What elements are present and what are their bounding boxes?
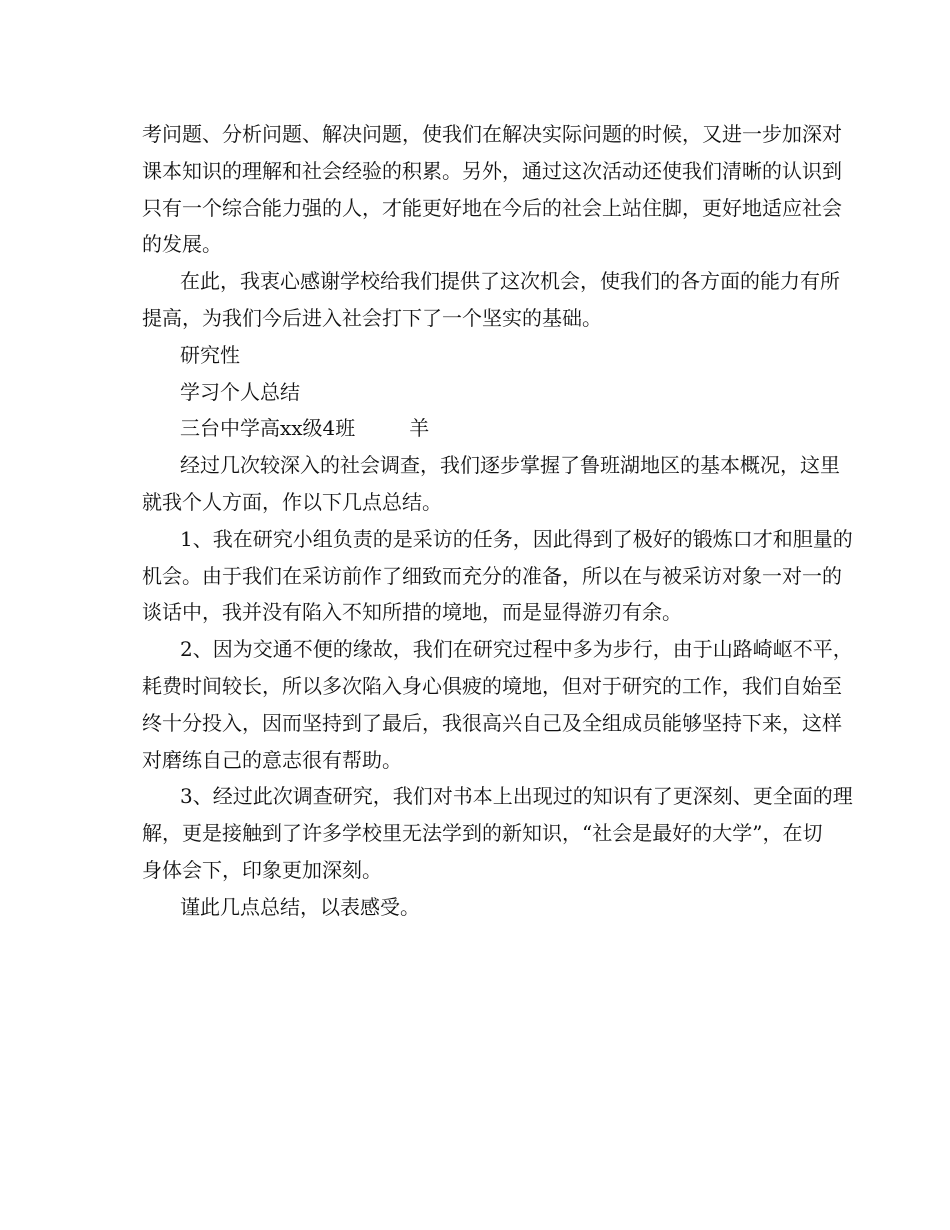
text-line: 的发展。 — [142, 232, 222, 257]
paragraph-thanks — [142, 263, 840, 337]
paragraph-intro — [142, 447, 840, 521]
section-heading: 研究性 — [180, 342, 240, 367]
text-line: 就我个人方面，作以下几点总结。 — [142, 489, 442, 514]
text-line: 终十分投入，因而坚持到了最后，我很高兴自己及全组成员能够坚持下来，这样 — [142, 710, 842, 735]
text-line: 身体会下，印象更加深刻。 — [142, 857, 382, 882]
text-line: 课本知识的理解和社会经验的积累。另外，通过这次活动还使我们清晰的认识到 — [142, 158, 842, 183]
author-name: 羊 — [409, 416, 430, 441]
text-line: 机会。由于我们在采访前作了细致而充分的准备，所以在与被采访对象一对一的 — [142, 563, 842, 588]
text-line: 对磨练自己的意志很有帮助。 — [142, 747, 402, 772]
paragraph-continuation — [142, 116, 842, 263]
section-title: 学习个人总结 — [180, 379, 300, 404]
author-line — [142, 410, 812, 447]
text-line: 3、经过此次调查研究，我们对书本上出现过的知识有了更深刻、更全面的理 — [180, 784, 853, 809]
text-line: 只有一个综合能力强的人，才能更好地在今后的社会上站住脚，更好地适应社会 — [142, 195, 842, 220]
point-2 — [142, 631, 853, 778]
closing-line: 谨此几点总结，以表感受。 — [180, 894, 420, 919]
text-line: 耗费时间较长，所以多次陷入身心俱疲的境地，但对于研究的工作，我们自始至 — [142, 673, 842, 698]
point-1 — [142, 521, 853, 631]
text-line: 谈话中，我并没有陷入不知所措的境地，而是显得游刃有余。 — [142, 600, 682, 625]
text-line: 提高，为我们今后进入社会打下了一个坚实的基础。 — [142, 305, 602, 330]
document-body — [142, 116, 853, 926]
point-3 — [142, 778, 853, 888]
text-line: 经过几次较深入的社会调查，我们逐步掌握了鲁班湖地区的基本概况，这里 — [180, 453, 840, 478]
text-line: 2、因为交通不便的缘故，我们在研究过程中多为步行，由于山路崎岖不平， — [180, 637, 853, 662]
text-line: 在此，我衷心感谢学校给我们提供了这次机会，使我们的各方面的能力有所 — [180, 269, 840, 294]
text-line: 1、我在研究小组负责的是采访的任务，因此得到了极好的锻炼口才和胆量的 — [180, 526, 853, 551]
text-line: 解，更是接触到了许多学校里无法学到的新知识，“社会是最好的大学”，在切 — [142, 821, 823, 846]
text-line: 考问题、分析问题、解决问题，使我们在解决实际问题的时候，又进一步加深对 — [142, 122, 842, 146]
school-class: 三台中学高xx级4班 — [180, 416, 356, 441]
